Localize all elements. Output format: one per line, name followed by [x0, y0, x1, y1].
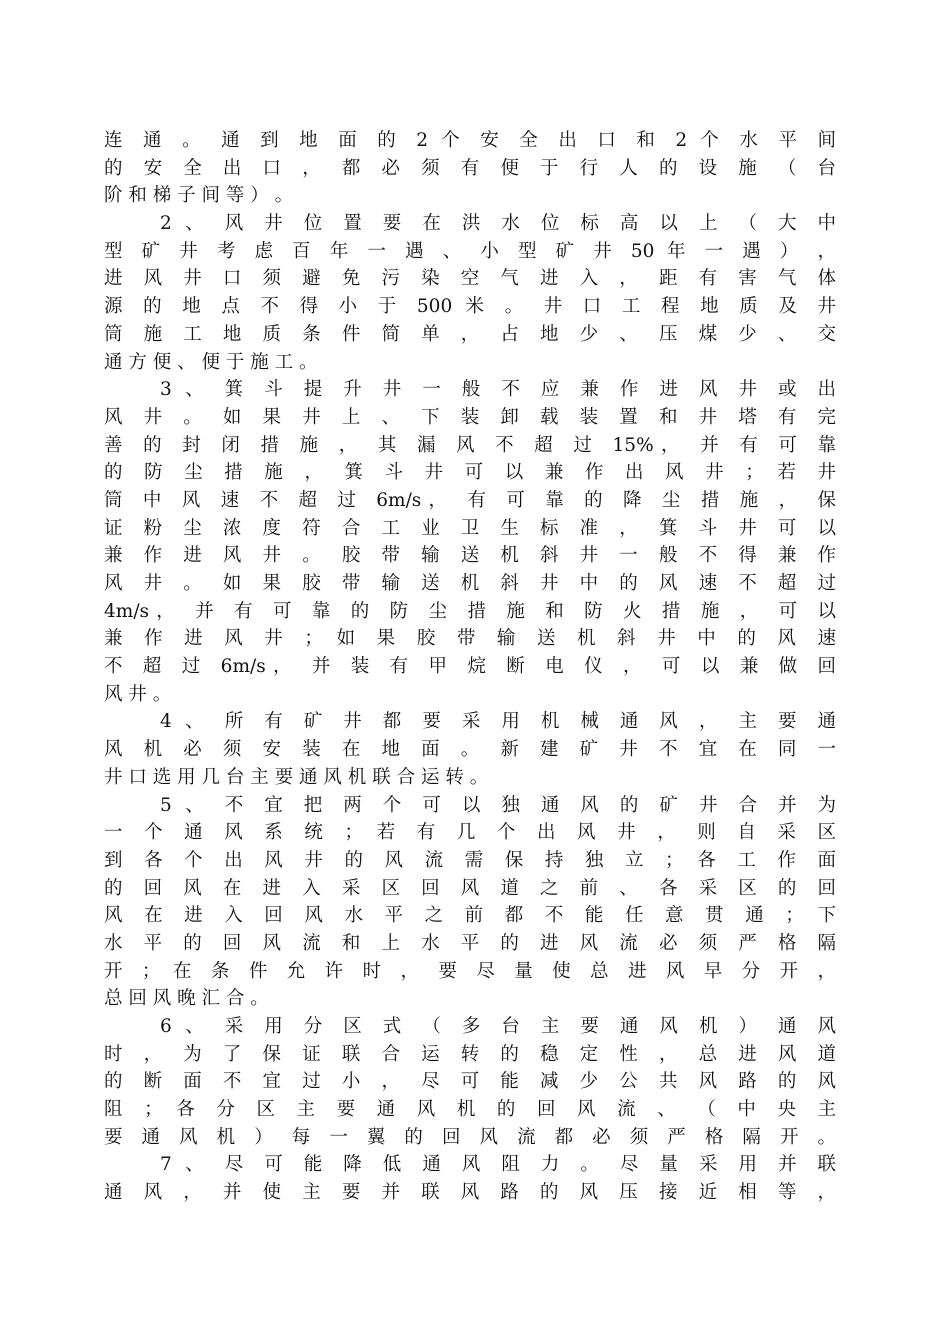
body-text: [104, 127, 836, 1207]
text-line: 到 各 个 出 风 井 的 风 流 需 保 持 独 立 ； 各 工 作 面: [104, 849, 836, 871]
text-line: 的 回 风 在 进 入 采 区 回 风 道 之 前 、 各 采 区 的 回: [104, 877, 836, 899]
text-line: 阶 和 梯 子 间 等 ） 。: [104, 185, 294, 207]
text-line: 风 机 必 须 安 装 在 地 面 。 新 建 矿 井 不 宜 在 同 一: [104, 739, 836, 761]
text-line: 总 回 风 晚 汇 合 。: [104, 988, 269, 1010]
text-line: 善 的 封 闭 措 施 ， 其 漏 风 不 超 过 15%， 并 有 可 靠: [104, 434, 836, 456]
text-line: 的 防 尘 措 施 ， 箕 斗 井 可 以 兼 作 出 风 井 ； 若 井: [104, 462, 836, 484]
text-line: 源 的 地 点 不 得 小 于 500 米 。 井 口 工 程 地 质 及 井: [104, 296, 836, 318]
text-line: 风 井 。 如 果 井 上 、 下 装 卸 载 装 置 和 井 塔 有 完: [104, 406, 836, 428]
text-line: 兼 作 进 风 井 ； 如 果 胶 带 输 送 机 斜 井 中 的 风 速: [104, 628, 836, 650]
text-line: 筒 中 风 速 不 超 过 6m/s， 有 可 靠 的 降 尘 措 施 ， 保: [104, 489, 836, 511]
text-line: 进 风 井 口 须 避 免 污 染 空 气 进 入 ， 距 有 害 气 体: [104, 268, 836, 290]
text-line: 通 方 便 、 便 于 施 工 。: [104, 351, 318, 373]
text-line: 6 、 采 用 分 区 式 （ 多 台 主 要 通 风 机 ） 通 风: [160, 1016, 836, 1037]
text-line: 5 、 不 宜 把 两 个 可 以 独 通 风 的 矿 井 合 并 为: [160, 794, 836, 816]
text-line: 不 超 过 6m/s， 并 装 有 甲 烷 断 电 仪 ， 可 以 兼 做 回: [104, 656, 836, 678]
text-line: 井 口 选 用 几 台 主 要 通 风 机 联 合 运 转 。: [104, 766, 489, 788]
text-line: 3 、 箕 斗 提 升 井 一 般 不 应 兼 作 进 风 井 或 出: [160, 379, 836, 401]
text-line: 连 通 。 通 到 地 面 的 2 个 安 全 出 口 和 2 个 水 平 间: [104, 130, 836, 151]
text-line: 4 、 所 有 矿 井 都 要 采 用 机 械 通 风 ， 主 要 通: [160, 711, 836, 733]
text-line: 通 风 ， 并 使 主 要 并 联 风 路 的 风 压 接 近 相 等 ，: [104, 1182, 836, 1204]
text-line: 要 通 风 机 ） 每 一 翼 的 回 风 流 都 必 须 严 格 隔 开 。: [104, 1126, 836, 1148]
text-line: 一 个 通 风 系 统 ； 若 有 几 个 出 风 井 ， 则 自 采 区: [104, 822, 836, 844]
text-line: 阻 ； 各 分 区 主 要 通 风 机 的 回 风 流 、 （ 中 央 主: [104, 1099, 836, 1121]
text-line: 4m/s， 并 有 可 靠 的 防 尘 措 施 和 防 火 措 施 ， 可 以: [104, 600, 836, 622]
text-line: 证 粉 尘 浓 度 符 合 工 业 卫 生 标 准 ， 箕 斗 井 可 以: [104, 517, 836, 539]
text-line: 型 矿 井 考 虑 百 年 一 遇 、 小 型 矿 井 50 年 一 遇 ） ，: [104, 240, 836, 262]
text-line: 时 ， 为 了 保 证 联 合 运 转 的 稳 定 性 ， 总 进 风 道: [104, 1043, 836, 1065]
text-line: 风 在 进 入 回 风 水 平 之 前 都 不 能 任 意 贯 通 ； 下: [104, 905, 836, 927]
text-line: 水 平 的 回 风 流 和 上 水 平 的 进 风 流 必 须 严 格 隔: [104, 932, 836, 954]
text-line: 的 安 全 出 口 ， 都 必 须 有 便 于 行 人 的 设 施 （ 台: [104, 157, 836, 179]
text-line: 7 、 尽 可 能 降 低 通 风 阻 力 。 尽 量 采 用 并 联: [160, 1154, 836, 1176]
text-line: 风 井 。: [104, 683, 172, 705]
text-line: 2 、 风 井 位 置 要 在 洪 水 位 标 高 以 上 （ 大 中: [160, 213, 836, 235]
text-line: 筒 施 工 地 质 条 件 简 单 ， 占 地 少 、 压 煤 少 、 交: [104, 323, 836, 345]
text-line: 风 井 。 如 果 胶 带 输 送 机 斜 井 中 的 风 速 不 超 过: [104, 573, 836, 594]
text-line: 兼 作 进 风 井 。 胶 带 输 送 机 斜 井 一 般 不 得 兼 作: [104, 545, 836, 567]
text-line: 的 断 面 不 宜 过 小 ， 尽 可 能 减 少 公 共 风 路 的 风: [104, 1071, 836, 1093]
text-line: 开 ； 在 条 件 允 许 时 ， 要 尽 量 使 总 进 风 早 分 开 ，: [104, 960, 836, 982]
